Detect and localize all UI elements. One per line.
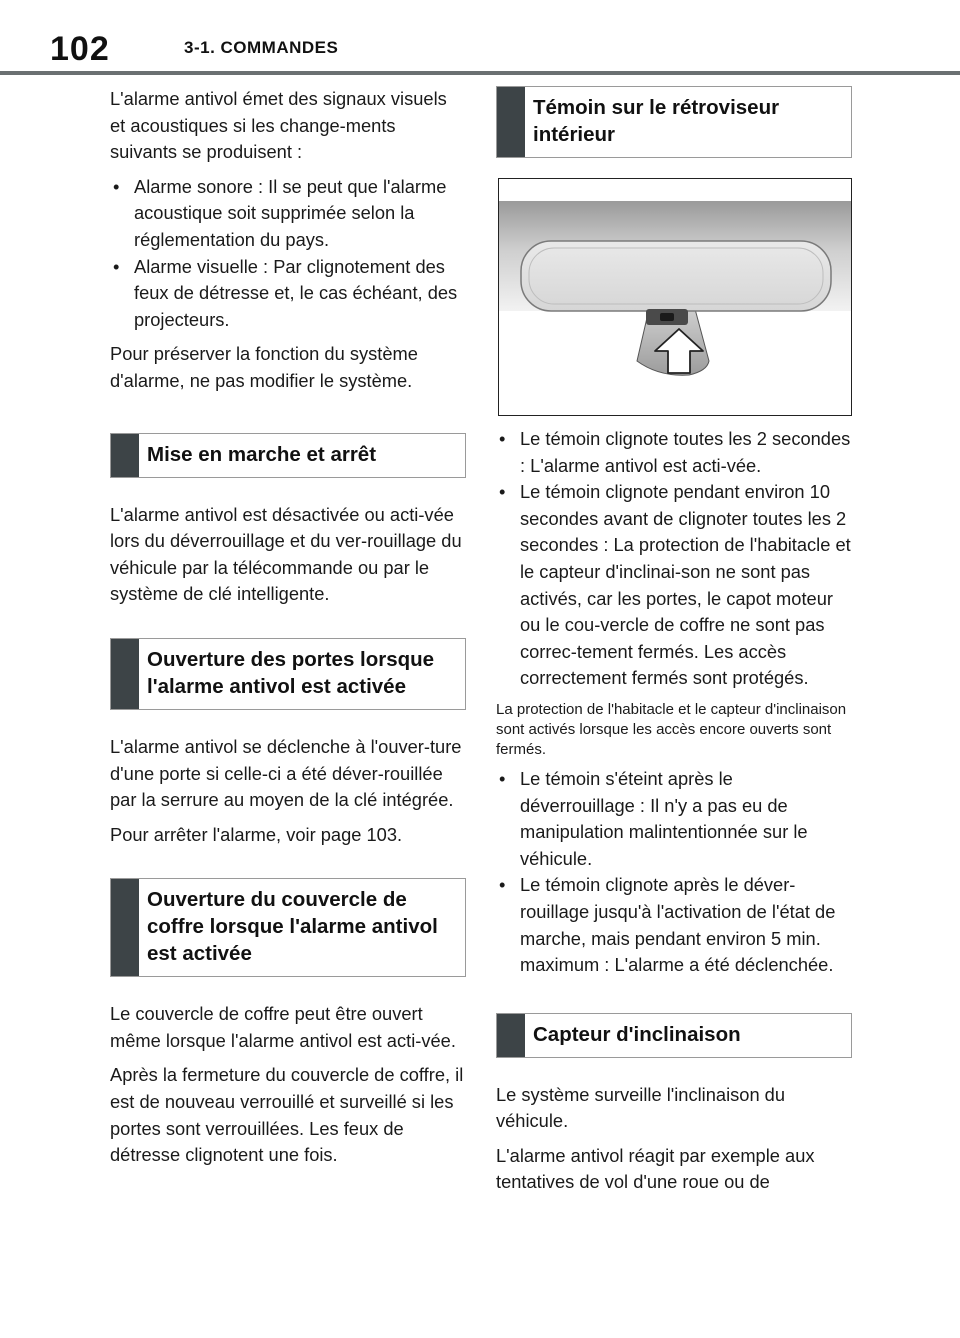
header-rule <box>0 71 960 75</box>
section-paragraph: Le couvercle de coffre peut être ouvert même lorsque l'alarme antivol est acti-vée. <box>110 1003 456 1051</box>
left-column <box>110 86 466 1177</box>
intro-bullet-list <box>110 174 466 334</box>
bullet-icon: • <box>499 428 506 449</box>
heading-bar <box>111 639 139 709</box>
section-heading-on-off <box>110 433 466 478</box>
section-paragraph: Après la fermeture du couvercle de coffre, il est de nouveau verrouillé et surveillé si les portes sont verrouillées. Les feux de détresse clignotent une fois. <box>110 1064 464 1166</box>
list-item: • Le témoin clignote pendant environ 10 secondes avant de clignoter toutes les 2 secondes : La protection de l'habitacle et le capteur d'inclinai-son ne sont pas activés, car les portes, le capot moteur ou le cou-vercle de coffre ne sont pas correc-tement fermés. Les accès correctement fermés sont protégés. <box>499 481 851 689</box>
list-item: • Alarme sonore : Il se peut que l'alarme acoustique soit supprimée selon la réglementation du pays. <box>113 175 447 250</box>
section-paragraph: L'alarme antivol se déclenche à l'ouver-ture d'une porte si celle-ci a été déver-rouillée par la serrure au moyen de la clé intégrée. <box>110 735 462 811</box>
heading-bar <box>497 87 525 157</box>
list-item: • Le témoin clignote toutes les 2 secondes : L'alarme antivol est acti-vée. <box>499 428 851 476</box>
section-title: Témoin sur le rétroviseur intérieur <box>533 96 780 146</box>
right-column <box>496 86 852 1204</box>
section-paragraph: L'alarme antivol est désactivée ou acti-vée lors du déverrouillage et du ver-rouillage du véhicule par la télécommande ou par le système de clé intelligente. <box>110 503 462 605</box>
note-paragraph: La protection de l'habitacle et le capteur d'inclinaison sont activés lorsque les accès encore ouverts sont fermés. <box>496 700 847 758</box>
rearview-mirror-illustration <box>499 179 851 415</box>
indicator-bullet-list-a <box>496 426 852 692</box>
heading-bar <box>111 879 139 976</box>
intro-paragraph: L'alarme antivol émet des signaux visuels et acoustiques si les change-ments suivants se produisent : <box>110 88 447 163</box>
section-heading-mirror-indicator <box>496 86 852 158</box>
section-paragraph: Le système surveille l'inclinaison du véhicule. <box>496 1083 786 1132</box>
section-title: Mise en marche et arrêt <box>147 442 377 466</box>
bullet-icon: • <box>499 874 506 896</box>
intro-outro-paragraph: Pour préserver la fonction du système d'alarme, ne pas modifier le système. <box>110 343 418 391</box>
chapter-title: 3-1. COMMANDES <box>184 38 339 57</box>
bullet-icon: • <box>113 255 120 277</box>
bullet-icon: • <box>113 175 120 197</box>
section-heading-trunk <box>110 878 466 977</box>
bullet-icon: • <box>499 481 506 503</box>
section-title: Capteur d'inclinaison <box>533 1022 741 1046</box>
section-paragraph: L'alarme antivol réagit par exemple aux tentatives de vol d'une roue ou de <box>496 1144 815 1193</box>
heading-bar <box>111 434 139 477</box>
list-item: • Alarme visuelle : Par clignotement des feux de détresse et, le cas échéant, des projecteurs. <box>113 255 458 330</box>
rearview-mirror-figure <box>498 178 852 416</box>
page-number: 102 <box>50 30 110 68</box>
heading-bar <box>497 1014 525 1057</box>
section-heading-doors <box>110 638 466 710</box>
indicator-bullet-list-b <box>496 766 852 979</box>
section-title: Ouverture des portes lorsque l'alarme antivol est activée <box>147 647 435 698</box>
list-item: • Le témoin s'éteint après le déverrouillage : Il n'y a pas eu de manipulation malintentionnée sur le véhicule. <box>499 767 808 869</box>
section-paragraph: Pour arrêter l'alarme, voir page 103. <box>110 823 403 845</box>
page-header <box>0 0 960 76</box>
section-title: Ouverture du couvercle de coffre lorsque l'alarme antivol est activée <box>147 888 438 966</box>
section-heading-tilt-sensor <box>496 1013 852 1058</box>
list-item: • Le témoin clignote après le déver-rouillage jusqu'à l'activation de l'état de marche, mais pendant environ 5 min. maximum : L'alarme a été déclenchée. <box>499 874 836 976</box>
bullet-icon: • <box>499 767 506 789</box>
